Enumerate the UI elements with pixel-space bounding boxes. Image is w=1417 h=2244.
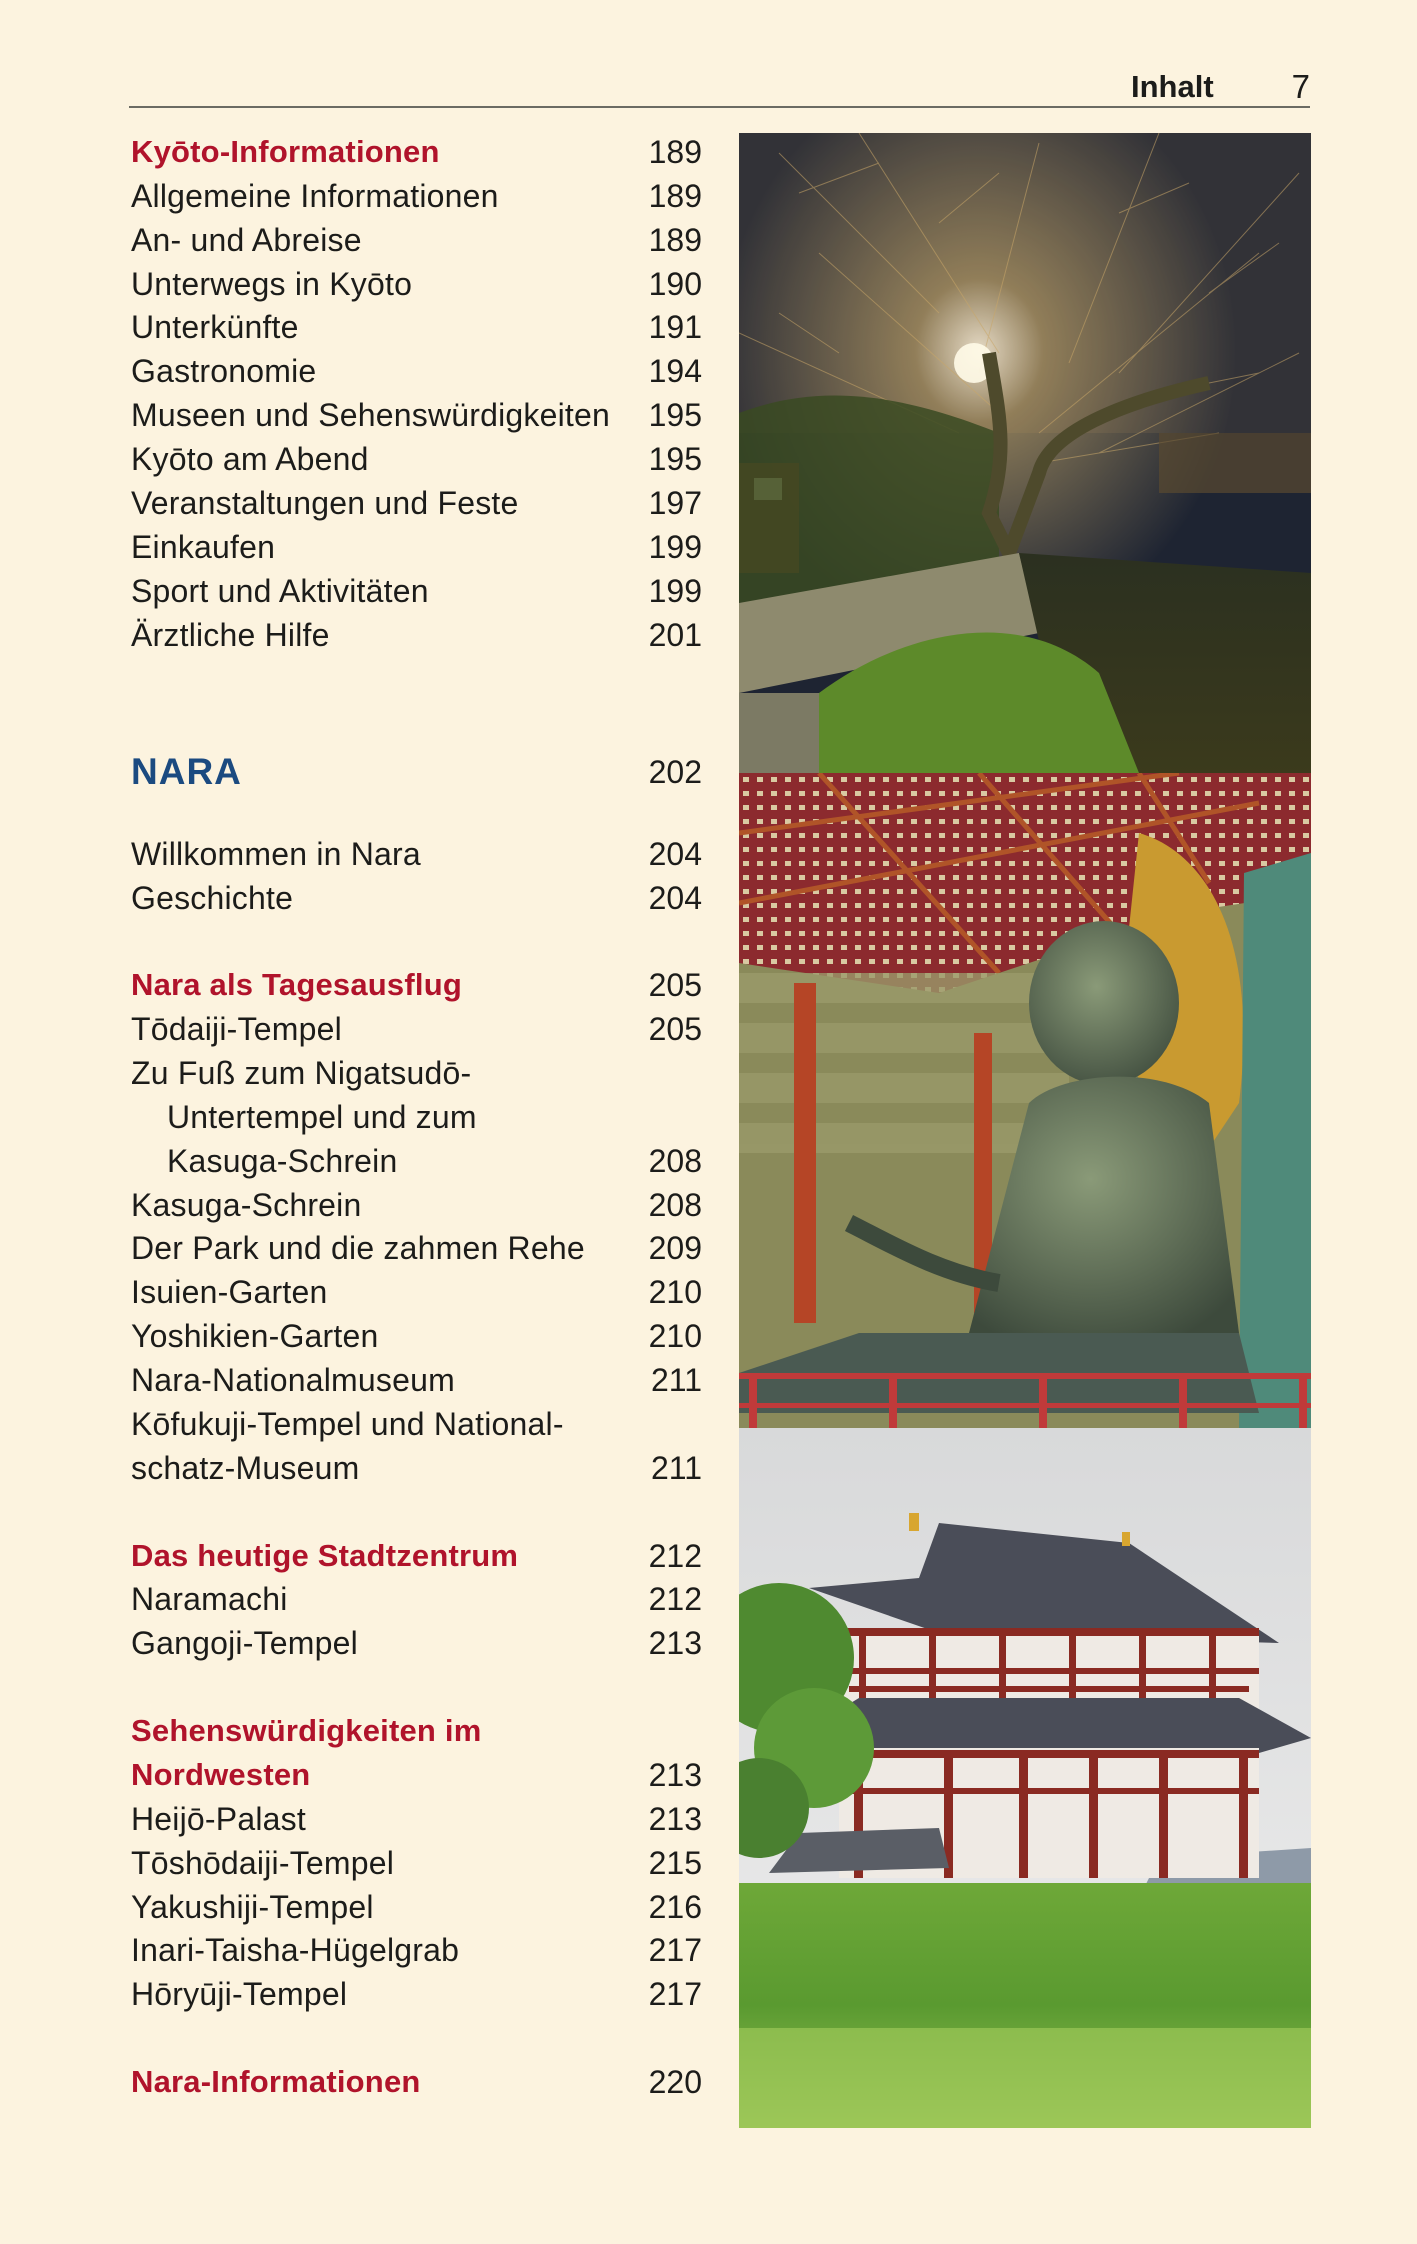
toc-label: Yoshikien-Garten xyxy=(131,1318,379,1354)
toc-page: 205 xyxy=(648,1011,702,1047)
toc-label: Gangoji-Tempel xyxy=(131,1625,358,1661)
toc-label: Nordwesten xyxy=(131,1757,311,1792)
toc-label: Veranstaltungen und Feste xyxy=(131,485,519,521)
toc-page: 189 xyxy=(648,134,702,170)
toc-entry[interactable] xyxy=(131,1314,702,1358)
toc-page: 211 xyxy=(650,1450,702,1486)
toc-label: Heijō-Palast xyxy=(131,1801,306,1837)
toc-entry[interactable] xyxy=(131,525,702,569)
toc-entry[interactable] xyxy=(131,1226,702,1270)
toc-label: Nara-Nationalmuseum xyxy=(131,1362,455,1398)
toc-entry[interactable] xyxy=(131,1621,702,1665)
toc-page: 213 xyxy=(648,1801,702,1837)
toc-entry[interactable] xyxy=(131,1402,702,1446)
cherry-tree-image xyxy=(739,133,1311,773)
palace-image xyxy=(739,1428,1311,2128)
toc-page: 204 xyxy=(648,836,702,872)
toc-entry[interactable] xyxy=(131,613,702,657)
toc-label: An- und Abreise xyxy=(131,222,362,258)
toc-label: Hōryūji-Tempel xyxy=(131,1976,348,2012)
header-divider xyxy=(129,106,1310,108)
toc-label: Zu Fuß zum Nigatsudō- xyxy=(131,1055,472,1091)
toc-subheading-continuation[interactable] xyxy=(131,1753,702,1797)
toc-entry[interactable] xyxy=(131,1183,702,1227)
toc-page: 213 xyxy=(648,1625,702,1661)
toc-label: Yakushiji-Tempel xyxy=(131,1889,374,1925)
toc-label: Nara als Tagesausflug xyxy=(131,967,462,1002)
toc-entry[interactable] xyxy=(131,832,702,876)
toc-entry[interactable] xyxy=(131,393,702,437)
toc-entry[interactable] xyxy=(131,437,702,481)
toc-label: Naramachi xyxy=(131,1581,288,1617)
toc-subheading[interactable] xyxy=(131,2060,702,2104)
toc-page: 190 xyxy=(648,266,702,302)
toc-entry[interactable] xyxy=(131,1051,702,1095)
toc-page: 202 xyxy=(648,754,702,790)
photo-heijo-palace xyxy=(739,1428,1311,2128)
toc-page: 212 xyxy=(648,1581,702,1617)
toc-page: 209 xyxy=(648,1230,702,1266)
toc-label: Gastronomie xyxy=(131,353,317,389)
toc-page: 204 xyxy=(648,880,702,916)
toc-label: Kōfukuji-Tempel und National- xyxy=(131,1406,564,1442)
toc-page: 208 xyxy=(648,1143,702,1179)
toc-entry[interactable] xyxy=(131,262,702,306)
toc-label: Tōshōdaiji-Tempel xyxy=(131,1845,395,1881)
toc-entry[interactable] xyxy=(131,1928,702,1972)
toc-entry[interactable] xyxy=(131,481,702,525)
toc-page: 217 xyxy=(648,1932,702,1968)
toc-label: Kasuga-Schrein xyxy=(167,1143,398,1179)
toc-label: Nara-Informationen xyxy=(131,2064,421,2099)
page-number: 7 xyxy=(1291,68,1310,105)
toc-page: 210 xyxy=(648,1274,702,1310)
toc-page: 217 xyxy=(648,1976,702,2012)
toc-entry[interactable] xyxy=(131,1577,702,1621)
toc-label: Allgemeine Informationen xyxy=(131,178,499,214)
toc-entry[interactable] xyxy=(131,1841,702,1885)
toc-page: 194 xyxy=(648,353,702,389)
toc-page: 189 xyxy=(648,178,702,214)
toc-label: schatz-Museum xyxy=(131,1450,360,1486)
toc-page: 199 xyxy=(648,529,702,565)
photo-great-buddha xyxy=(739,773,1311,1428)
toc-entry[interactable] xyxy=(131,1007,702,1051)
toc-label: Kyōto am Abend xyxy=(131,441,369,477)
toc-label: Sehenswürdigkeiten im xyxy=(131,1713,482,1748)
toc-subheading[interactable] xyxy=(131,130,702,174)
running-header-label: Inhalt xyxy=(1131,69,1214,104)
toc-page: 212 xyxy=(648,1538,702,1574)
toc-label: Sport und Aktivitäten xyxy=(131,573,429,609)
toc-entry[interactable] xyxy=(131,218,702,262)
toc-page: 215 xyxy=(648,1845,702,1881)
toc-subheading[interactable] xyxy=(131,963,702,1007)
toc-entry[interactable] xyxy=(131,349,702,393)
toc-label: Ärztliche Hilfe xyxy=(131,617,330,653)
toc-page: 195 xyxy=(648,397,702,433)
toc-label: Unterkünfte xyxy=(131,309,299,345)
toc-entry[interactable] xyxy=(131,305,702,349)
toc-entry-continuation[interactable] xyxy=(131,1095,702,1139)
toc-page: 201 xyxy=(648,617,702,653)
toc-label: Willkommen in Nara xyxy=(131,836,421,872)
toc-entry[interactable] xyxy=(131,1270,702,1314)
toc-label: Inari-Taisha-Hügelgrab xyxy=(131,1932,460,1968)
toc-page: 208 xyxy=(648,1187,702,1223)
toc-label: Kasuga-Schrein xyxy=(131,1187,362,1223)
toc-page: 199 xyxy=(648,573,702,609)
toc-label: Isuien-Garten xyxy=(131,1274,328,1310)
toc-entry[interactable] xyxy=(131,1358,702,1402)
toc-label: Kyōto-Informationen xyxy=(131,134,440,169)
toc-chapter-heading[interactable] xyxy=(131,750,702,794)
toc-page: 205 xyxy=(648,967,702,1003)
toc-label: Der Park und die zahmen Rehe xyxy=(131,1230,585,1266)
toc-entry-continuation[interactable] xyxy=(131,1139,702,1183)
toc-entry[interactable] xyxy=(131,1972,702,2016)
toc-label: Das heutige Stadtzentrum xyxy=(131,1538,519,1573)
chapter-title: NARA xyxy=(131,751,242,792)
toc-entry[interactable] xyxy=(131,1446,702,1490)
toc-page: 197 xyxy=(648,485,702,521)
toc-entry[interactable] xyxy=(131,174,702,218)
toc-entry[interactable] xyxy=(131,1885,702,1929)
buddha-image xyxy=(739,773,1311,1428)
toc-label: Untertempel und zum xyxy=(167,1099,477,1135)
toc-page: 216 xyxy=(648,1889,702,1925)
toc-page: 191 xyxy=(648,309,702,345)
photo-cherry-tree-night xyxy=(739,133,1311,773)
toc-label: Tōdaiji-Tempel xyxy=(131,1011,342,1047)
toc-page: 213 xyxy=(648,1757,702,1793)
toc-subheading[interactable] xyxy=(131,1709,702,1753)
toc-subheading[interactable] xyxy=(131,1534,702,1578)
toc-page: 210 xyxy=(648,1318,702,1354)
toc-page: 195 xyxy=(648,441,702,477)
toc-label: Unterwegs in Kyōto xyxy=(131,266,413,302)
toc-label: Einkaufen xyxy=(131,529,276,565)
toc-page: 211 xyxy=(650,1362,702,1398)
toc-page: 220 xyxy=(648,2064,702,2100)
toc-entry[interactable] xyxy=(131,569,702,613)
toc-entry[interactable] xyxy=(131,876,702,920)
toc-label: Geschichte xyxy=(131,880,294,916)
toc-page: 189 xyxy=(648,222,702,258)
toc-entry[interactable] xyxy=(131,1797,702,1841)
toc-label: Museen und Sehenswürdigkeiten xyxy=(131,397,611,433)
